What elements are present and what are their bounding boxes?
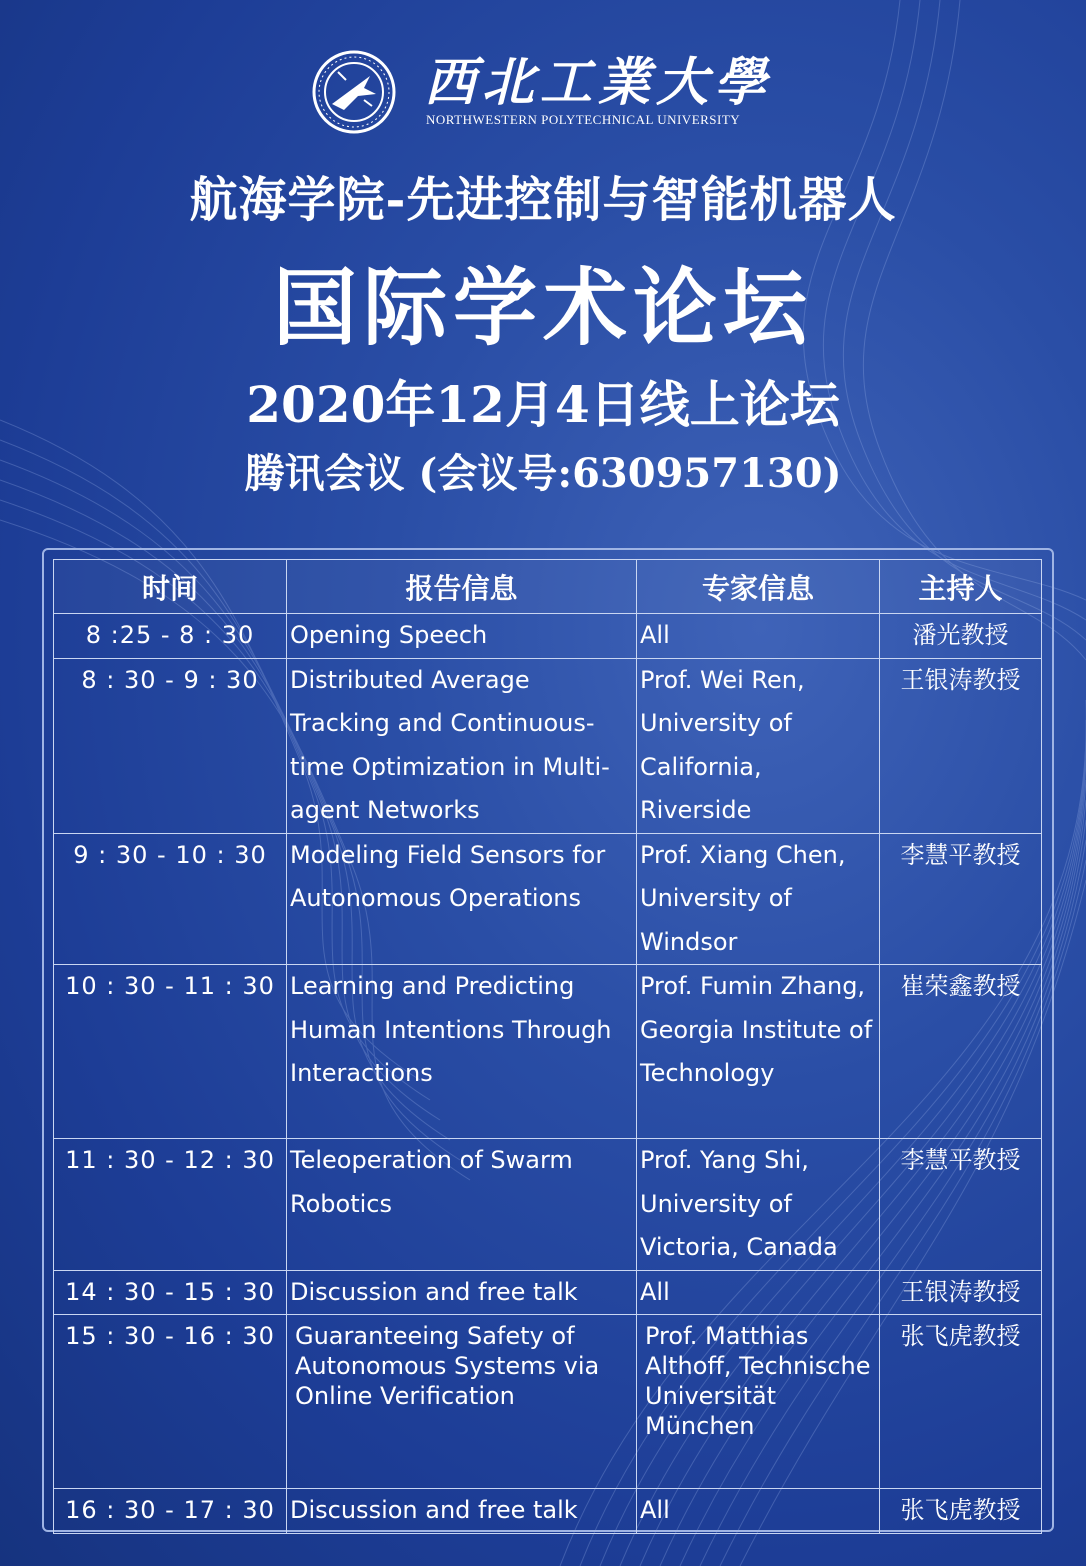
table-row <box>54 1139 1042 1271</box>
row-time: 14 : 30 - 15 : 30 <box>54 1270 287 1315</box>
table-row <box>54 658 1042 833</box>
university-name-english: NORTHWESTERN POLYTECHNICAL UNIVERSITY <box>426 112 741 127</box>
row-talk: Teleoperation of Swarm Robotics <box>287 1139 637 1271</box>
row-expert: All <box>637 1270 880 1315</box>
row-talk: Opening Speech <box>287 614 637 659</box>
forum-date: 2020年12月4日线上论坛 <box>246 375 840 434</box>
row-expert: Prof. Fumin Zhang, Georgia Institute of Technology <box>637 965 880 1139</box>
schedule-header-row <box>54 560 1042 614</box>
row-expert: Prof. Yang Shi, University of Victoria, Canada <box>637 1139 880 1271</box>
row-expert: All <box>637 614 880 659</box>
row-host: 李慧平教授 <box>880 833 1042 965</box>
header-talk: 报告信息 <box>287 560 637 614</box>
table-row <box>54 1489 1042 1534</box>
row-host: 潘光教授 <box>880 614 1042 659</box>
table-row <box>54 1270 1042 1315</box>
row-talk: Guaranteeing Safety of Autonomous Systems via Online Verification <box>287 1315 637 1489</box>
header-host: 主持人 <box>880 560 1042 614</box>
row-expert: Prof. Wei Ren, University of California, Riverside <box>637 658 880 833</box>
forum-organizer-title: 航海学院-先进控制与智能机器人 <box>189 172 897 228</box>
row-host: 王银涛教授 <box>880 658 1042 833</box>
row-host: 王银涛教授 <box>880 1270 1042 1315</box>
table-row <box>54 1315 1042 1489</box>
row-expert: Prof. Xiang Chen, University of Windsor <box>637 833 880 965</box>
row-talk: Distributed Average Tracking and Continuous-time Optimization in Multi-agent Networks <box>287 658 637 833</box>
meeting-info: 腾讯会议 (会议号:630957130) <box>244 450 842 497</box>
row-talk: Discussion and free talk <box>287 1270 637 1315</box>
header <box>0 44 1086 134</box>
table-row <box>54 965 1042 1139</box>
row-talk: Modeling Field Sensors for Autonomous Operations <box>287 833 637 965</box>
forum-main-title: 国际学术论坛 <box>272 258 813 357</box>
row-talk: Discussion and free talk <box>287 1489 637 1534</box>
header-expert: 专家信息 <box>637 560 880 614</box>
row-host: 张飞虎教授 <box>880 1315 1042 1489</box>
row-host: 崔荣鑫教授 <box>880 965 1042 1139</box>
table-row <box>54 833 1042 965</box>
row-time: 16 : 30 - 17 : 30 <box>54 1489 287 1534</box>
row-host: 李慧平教授 <box>880 1139 1042 1271</box>
row-time: 9 : 30 - 10 : 30 <box>54 833 287 965</box>
row-time: 11 : 30 - 12 : 30 <box>54 1139 287 1271</box>
university-seal-icon <box>312 50 396 134</box>
row-time: 8 :25 - 8 : 30 <box>54 614 287 659</box>
university-name-chinese: 西北工業大學 <box>424 52 773 113</box>
row-expert: Prof. Matthias Althoff, Technische Universität München <box>637 1315 880 1489</box>
table-row <box>54 614 1042 659</box>
row-time: 10 : 30 - 11 : 30 <box>54 965 287 1139</box>
row-time: 15 : 30 - 16 : 30 <box>54 1315 287 1489</box>
schedule-table <box>53 559 1042 1534</box>
row-host: 张飞虎教授 <box>880 1489 1042 1534</box>
header-time: 时间 <box>54 560 287 614</box>
row-talk: Learning and Predicting Human Intentions Through Interactions <box>287 965 637 1139</box>
row-time: 8 : 30 - 9 : 30 <box>54 658 287 833</box>
row-expert: All <box>637 1489 880 1534</box>
